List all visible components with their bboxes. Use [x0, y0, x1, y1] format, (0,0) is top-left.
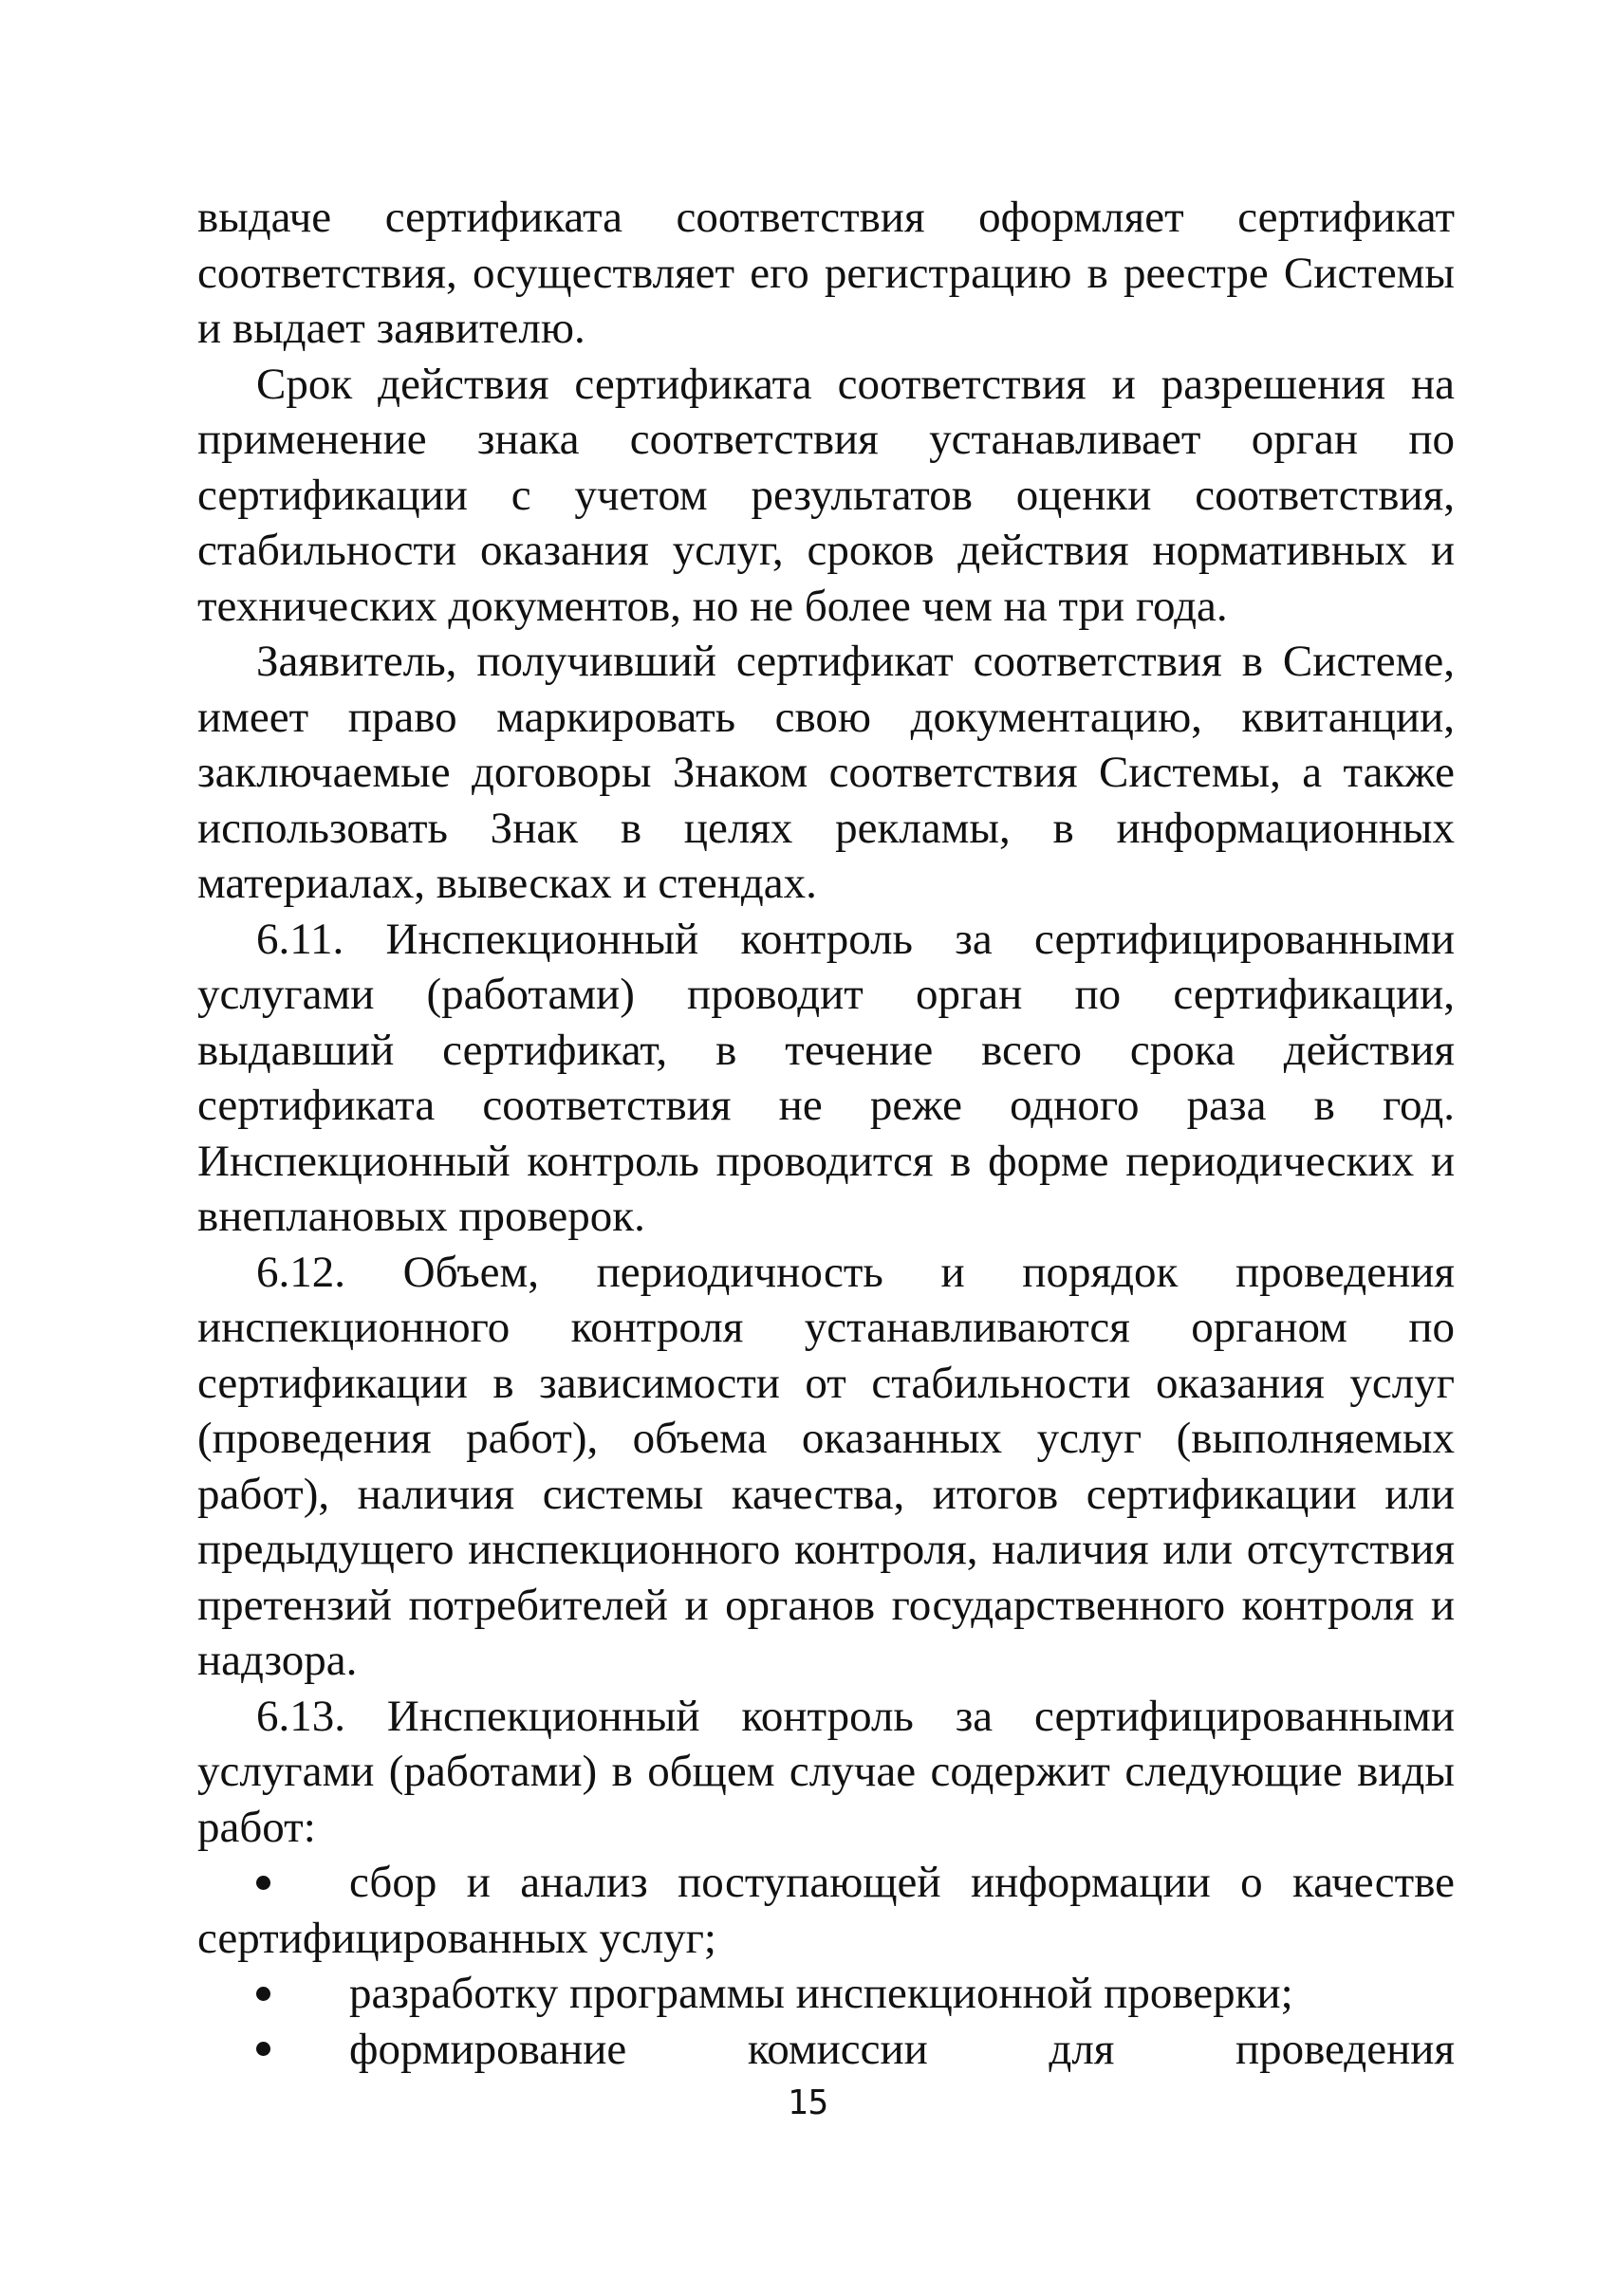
paragraph-continuation: выдаче сертификата соответствия оформляет сертификат соответствия, осуществляет его регистрацию в реестре Системы и выдает заявителю.: [197, 193, 1455, 353]
bullet-icon: [256, 1966, 349, 2022]
list-item: [197, 2022, 1455, 2078]
list-item-text: разработку программы инспекционной проверки;: [349, 1969, 1293, 2018]
paragraph-validity-period: Срок действия сертификата соответствия и разрешения на применение знака соответствия устанавливает орган по сертификации с учетом результатов оценки соответствия, стабильности оказания услуг, сроков действия нормативных и технических документов, но не более чем на три года.: [197, 359, 1455, 631]
paragraph-applicant-rights: Заявитель, получивший сертификат соответствия в Системе, имеет право маркировать свою документацию, квитанции, заключаемые договоры Знаком соответствия Системы, а также использовать Знак в целях рекламы, в информационных материалах, вывесках и стендах.: [197, 637, 1455, 908]
list-item-text: сбор и анализ поступающей информации о качестве сертифицированных услуг;: [197, 1858, 1455, 1963]
paragraph-6-11: 6.11. Инспекционный контроль за сертифицированными услугами (работами) проводит орган по сертификации, выдавший сертификат, в течение всего срока действия сертификата соответствия не реже одного раза в год. Инспекционный контроль проводится в форме периодических и внеплановых проверок.: [197, 914, 1455, 1241]
paragraph-6-13: 6.13. Инспекционный контроль за сертифицированными услугами (работами) в общем случае содержит следующие виды работ:: [197, 1691, 1455, 1852]
list-item-text: формирование комиссии для проведения: [349, 2024, 1455, 2074]
page-number: 15: [787, 2083, 829, 2122]
bullet-icon: [256, 1855, 349, 1911]
paragraph-6-12: 6.12. Объем, периодичность и порядок проведения инспекционного контроля устанавливаются органом по сертификации в зависимости от стабильности оказания услуг (проведения работ), объема оказанных услуг (выполняемых работ), наличия системы качества, итогов сертификации или предыдущего инспекционного контроля, наличия или отсутствия претензий потребителей и органов государственного контроля и надзора.: [197, 1247, 1455, 1685]
list-item: [197, 1855, 1455, 1966]
document-body: [197, 190, 1455, 2077]
bullet-icon: [256, 2022, 349, 2078]
list-item: [197, 1966, 1455, 2022]
